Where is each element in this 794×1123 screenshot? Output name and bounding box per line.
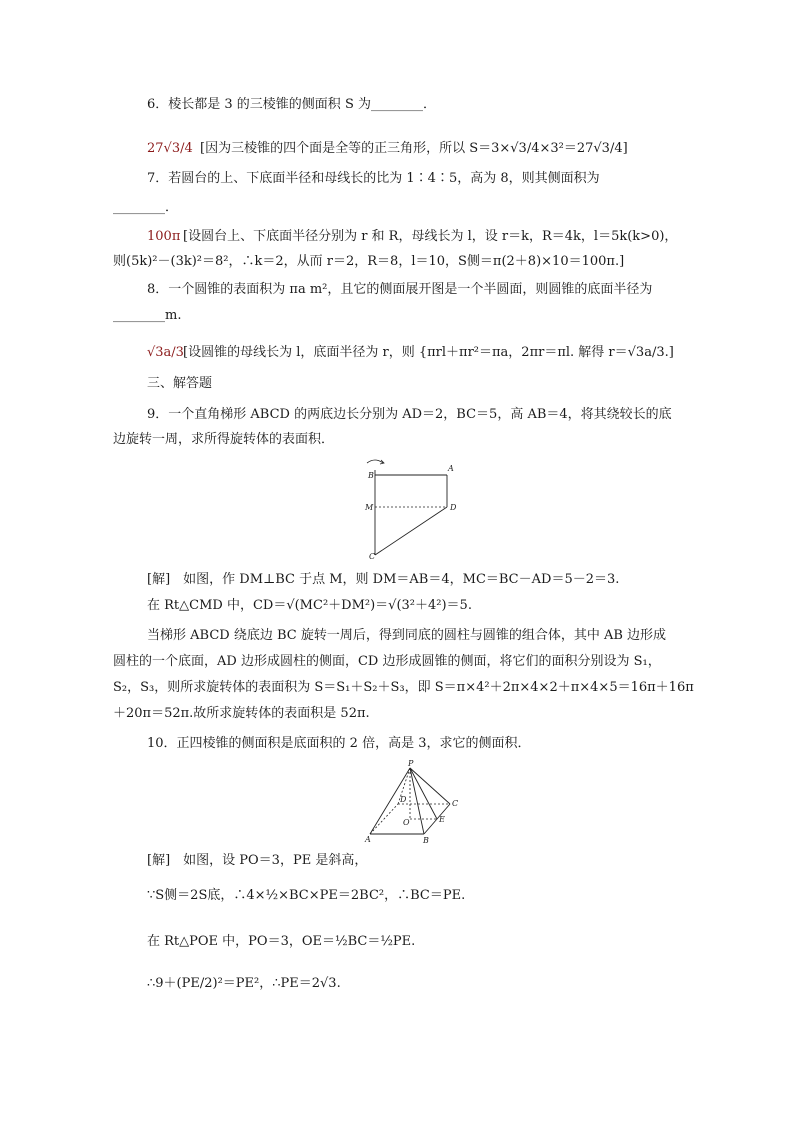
q10-solution-line1: [解] 如图，设 PO＝3，PE 是斜高， bbox=[147, 853, 368, 868]
q10-solution-line4: ∴9＋(PE/2)²＝PE²，∴PE＝2√3. bbox=[147, 976, 341, 991]
rotation-arrow-icon bbox=[367, 460, 383, 463]
label-d: D bbox=[400, 795, 407, 804]
section-heading: 三、解答题 bbox=[147, 376, 213, 391]
q9-stem-line1: 9．一个直角梯形 ABCD 的两底边长分别为 AD＝2，BC＝5，高 AB＝4，将其绕较长的底 bbox=[147, 407, 672, 422]
q9-solution-line6: ＋20π＝52π.故所求旋转体的表面积是 52π. bbox=[113, 706, 370, 721]
label-c: C bbox=[369, 552, 376, 561]
q9-solution-line3: 当梯形 ABCD 绕底边 BC 旋转一周后，得到同底的圆柱与圆锥的组合体，其中 AB 边形成 bbox=[147, 628, 667, 643]
q6-answer: 27√3/4 bbox=[147, 141, 193, 156]
slant-pe bbox=[410, 768, 437, 819]
q10-solution-line2: ∵S侧＝2S底，∴4×½×BC×PE＝2BC²，∴BC＝PE. bbox=[147, 888, 466, 903]
edge-pc bbox=[410, 768, 450, 804]
q7-blank: ________． bbox=[113, 200, 179, 215]
q9-solution-line1: [解] 如图，作 DM⊥BC 于点 M，则 DM＝AB＝4，MC＝BC－AD＝5－2＝3. bbox=[147, 572, 620, 587]
q10-solution-line3: 在 Rt△POE 中，PO＝3，OE＝½BC＝½PE. bbox=[147, 934, 416, 949]
edge-dc bbox=[375, 507, 447, 555]
q9-solution-line2: 在 Rt△CMD 中，CD＝√(MC²＋DM²)＝√(3²＋4²)＝5. bbox=[147, 598, 472, 613]
trapezoid-figure bbox=[355, 455, 465, 563]
label-c: C bbox=[452, 799, 459, 808]
edge-pb bbox=[410, 768, 424, 834]
q9-solution-line5: S₂，S₃，则所求旋转体的表面积为 S＝S₁＋S₂＋S₃，即 S＝π×4²＋2π×4×2＋π×4×5＝16π＋16π bbox=[113, 680, 694, 695]
label-b: B bbox=[423, 836, 429, 845]
edge-ad bbox=[370, 804, 398, 834]
q7-stem: 7．若圆台的上、下底面半径和母线长的比为 1∶4∶5，高为 8，则其侧面积为 bbox=[147, 171, 600, 186]
label-a: A bbox=[448, 464, 454, 473]
q8-stem: 8．一个圆锥的表面积为 πa m²，且它的侧面展开图是一个半圆面，则圆锥的底面半径为 bbox=[147, 282, 653, 297]
label-p: P bbox=[408, 759, 414, 768]
q7-answer: 100π bbox=[147, 229, 181, 244]
label-a: A bbox=[365, 835, 371, 844]
q9-solution-line4: 圆柱的一个底面，AD 边形成圆柱的侧面，CD 边形成圆锥的侧面，将它们的面积分别设为 S₁， bbox=[113, 654, 661, 669]
q10-stem: 10．正四棱锥的侧面积是底面积的 2 倍，高是 3，求它的侧面积． bbox=[147, 736, 531, 751]
q8-solution: [设圆锥的母线长为 l，底面半径为 r，则 {πrl＋πr²＝πa，2πr＝πl. 解得 r＝√3a/3.] bbox=[183, 345, 674, 360]
label-b: B bbox=[368, 471, 374, 480]
label-d: D bbox=[450, 503, 457, 512]
q6-stem: 6．棱长都是 3 的三棱锥的侧面积 S 为________． bbox=[147, 97, 436, 112]
pyramid-figure bbox=[362, 758, 464, 846]
q8-answer: √3a/3 bbox=[147, 345, 184, 360]
q9-stem-line2: 边旋转一周，求所得旋转体的表面积． bbox=[113, 432, 335, 447]
q6-solution: [因为三棱锥的四个面是全等的正三角形，所以 S＝3×√3/4×3²＝27√3/4] bbox=[200, 141, 628, 156]
label-m: M bbox=[365, 503, 374, 512]
q7-solution-line2: 则(5k)²－(3k)²＝8²，∴k＝2，从而 r＝2，R＝8，l＝10，S侧＝π(2＋8)×10＝100π.] bbox=[113, 254, 625, 269]
label-o: O bbox=[403, 818, 410, 827]
q8-blank: ________m. bbox=[113, 308, 182, 323]
label-e: E bbox=[439, 815, 445, 824]
q7-solution-line1: [设圆台上、下底面半径分别为 r 和 R，母线长为 l，设 r＝k，R＝4k，l＝5k(k>0)， bbox=[183, 229, 678, 244]
